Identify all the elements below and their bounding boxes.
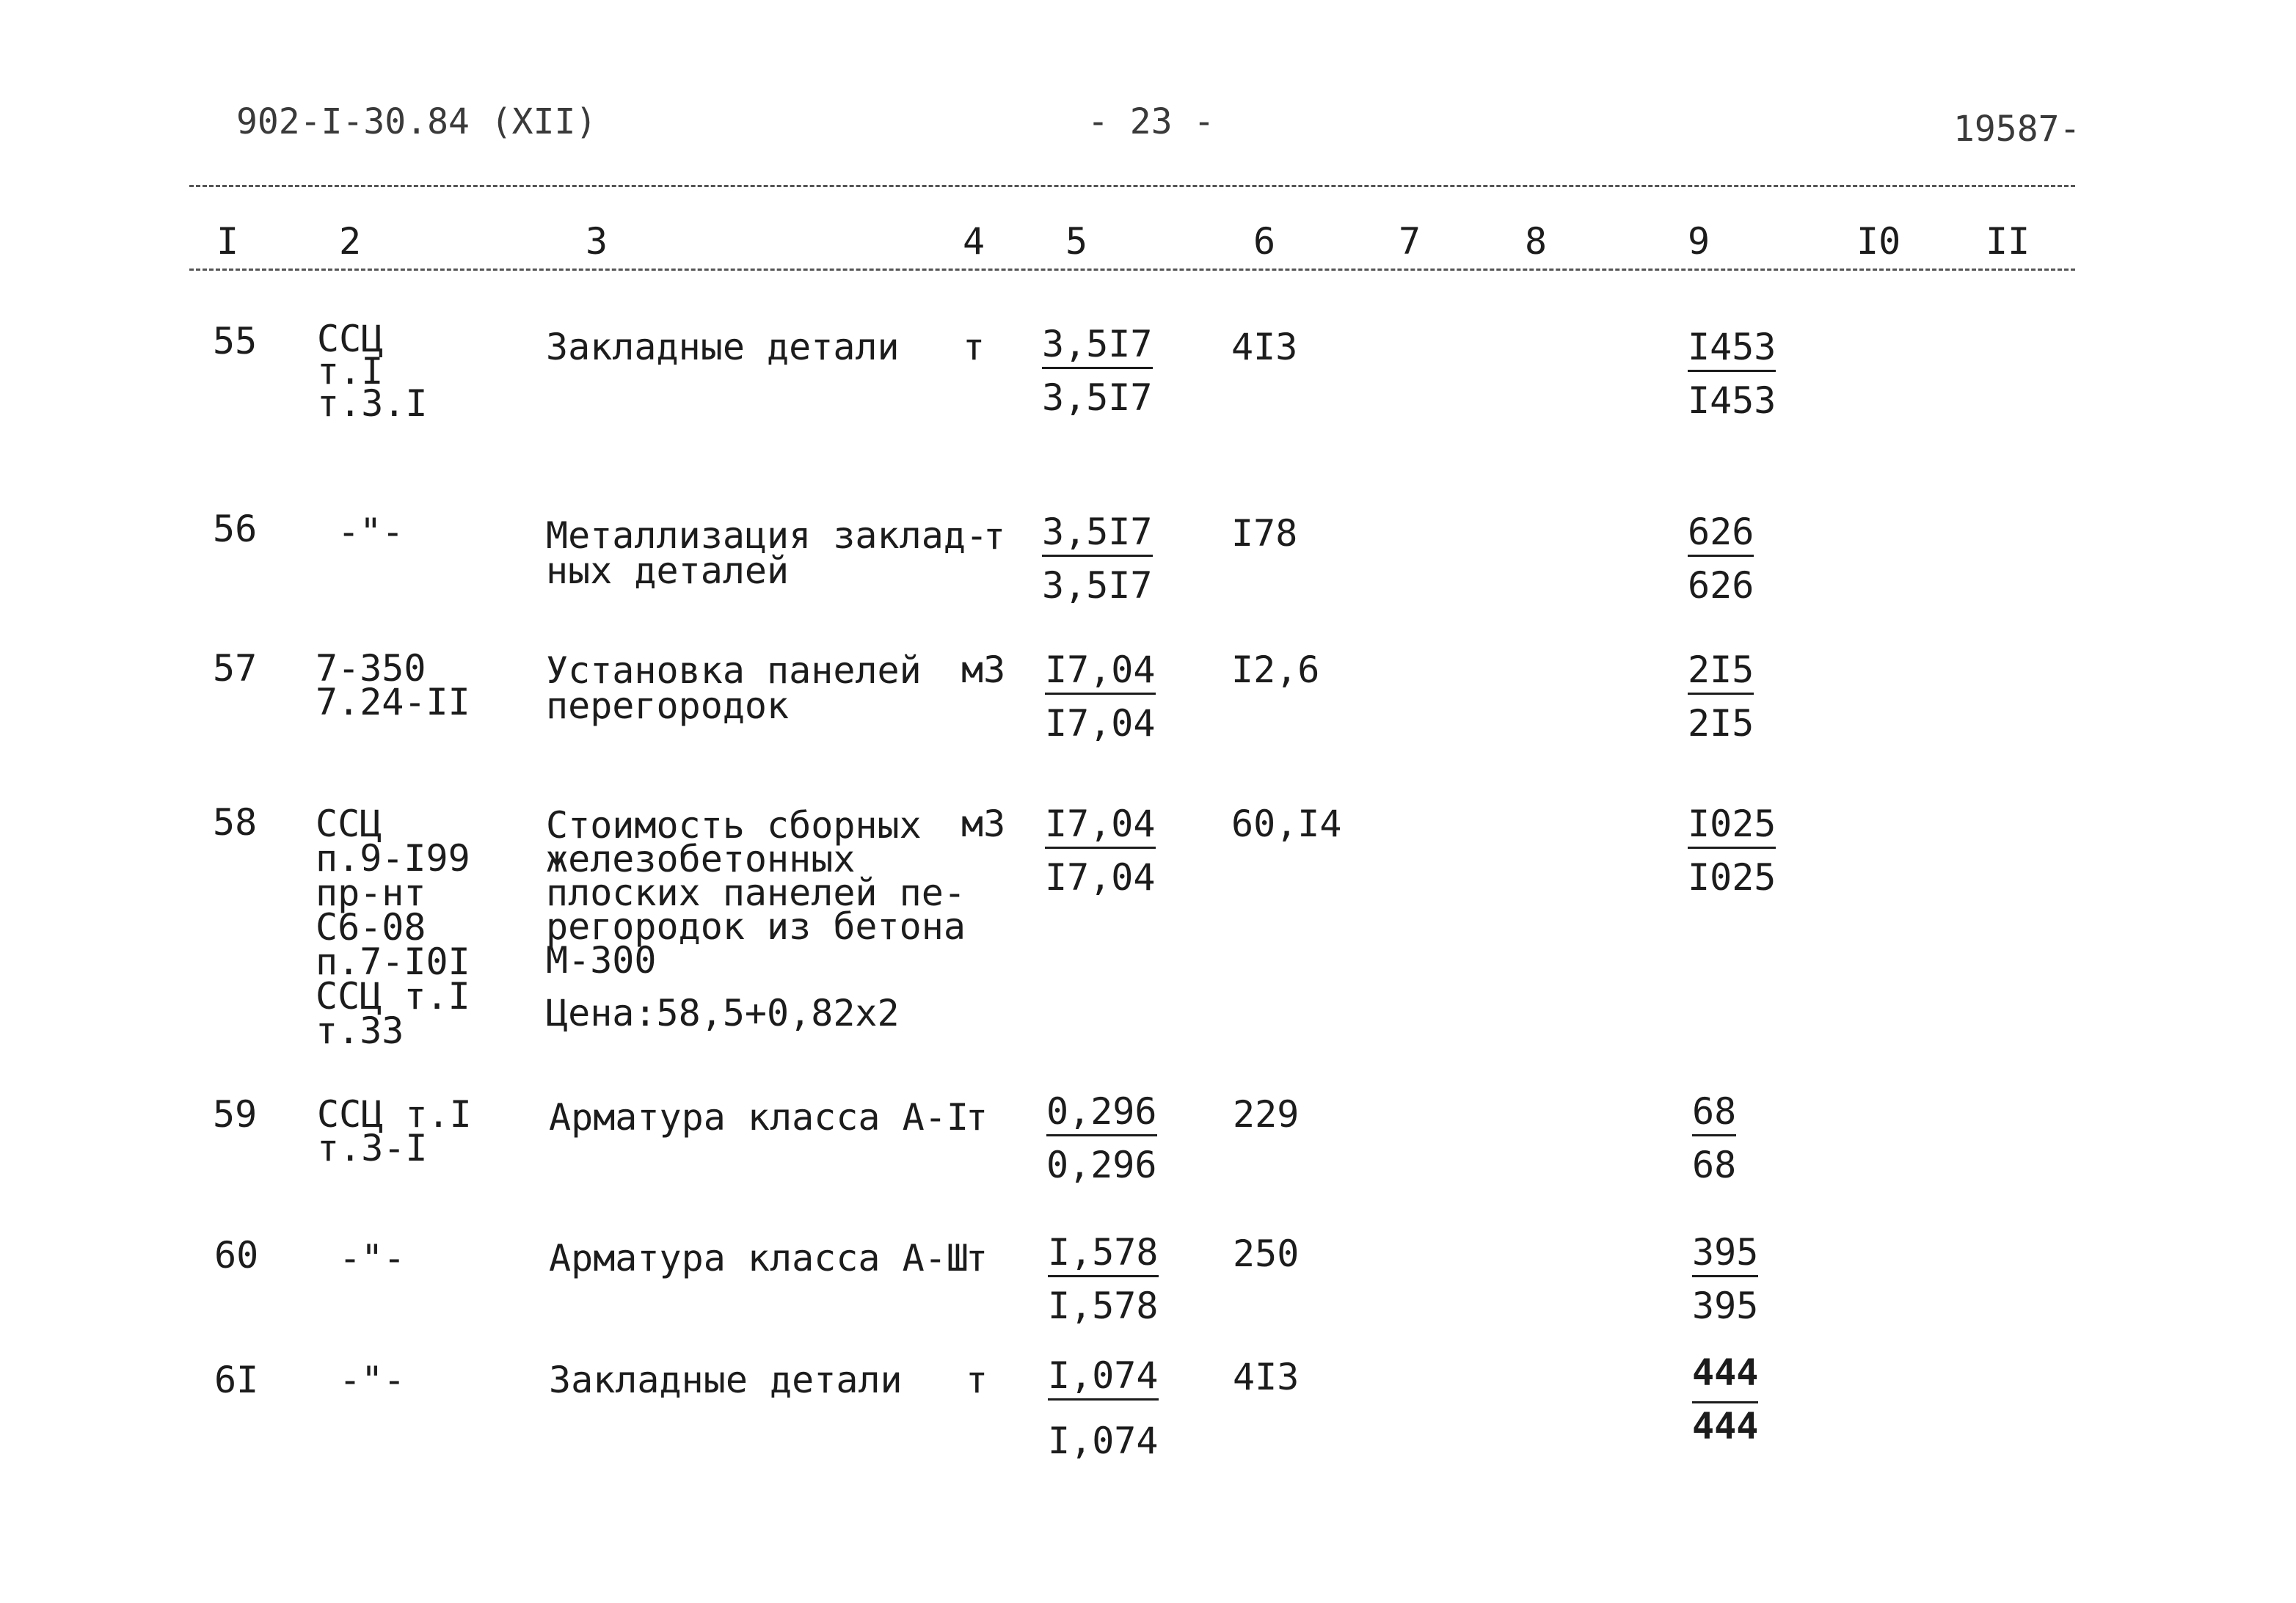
row-number: 56 — [213, 508, 258, 550]
unit-price: I78 — [1231, 512, 1298, 555]
column-number: 2 — [339, 220, 362, 263]
unit-price: 229 — [1233, 1093, 1300, 1136]
column-number: I0 — [1856, 220, 1901, 263]
reference: 7-350 7.24-II — [316, 647, 470, 723]
unit-price: 60,I4 — [1231, 803, 1342, 845]
quantity: $\frac{I,074}{I,074}$ — [1048, 1354, 1159, 1462]
unit-price: 4I3 — [1231, 326, 1298, 368]
item-name: Арматура класса А-I — [549, 1096, 969, 1139]
unit-price: I2,6 — [1231, 649, 1320, 691]
row-number: 57 — [213, 647, 258, 690]
item-name: Арматура класса А-Ш — [549, 1237, 969, 1279]
column-number: 5 — [1065, 220, 1088, 263]
row-number: 60 — [214, 1234, 259, 1277]
quantity: $\frac{I,578}{I,578}$ — [1048, 1231, 1159, 1327]
total-cost: $\frac{444}{444}$ — [1692, 1351, 1759, 1447]
total-cost: $\frac{2I5}{2I5}$ — [1688, 649, 1754, 745]
unit: т — [966, 1237, 988, 1279]
reference: ССЦ т.I т.3.I — [317, 318, 428, 425]
row-number: 55 — [213, 320, 258, 362]
row-number: 6I — [214, 1359, 259, 1401]
unit: м3 — [961, 649, 1006, 691]
reference: -"- — [339, 1359, 406, 1401]
quantity: $\frac{I7,04}{I7,04}$ — [1045, 649, 1156, 745]
quantity: $\frac{3,5I7}{3,5I7}$ — [1042, 323, 1153, 419]
unit: т — [966, 1359, 988, 1401]
top-rule — [189, 185, 2075, 187]
unit: т — [963, 326, 985, 368]
unit-price: 250 — [1233, 1233, 1300, 1275]
quantity: $\frac{0,296}{0,296}$ — [1046, 1090, 1157, 1186]
total-cost: $\frac{I453}{I453}$ — [1688, 326, 1776, 422]
column-number: 8 — [1525, 220, 1548, 263]
reference: ССЦ п.9-I99 пр-нт С6-08 п.7-I0I ССЦ т.I т.33 — [316, 803, 470, 1052]
header-bottom-rule — [189, 269, 2075, 271]
price-note: Цена:58,5+0,82х2 — [546, 992, 900, 1034]
item-name: Установка панелей перегородок — [546, 649, 922, 727]
unit: м3 — [961, 803, 1006, 845]
quantity: $\frac{I7,04}{I7,04}$ — [1045, 803, 1156, 899]
column-number: 7 — [1399, 220, 1421, 263]
page-number: - 23 - — [1087, 101, 1215, 142]
reference: -"- — [338, 511, 404, 553]
row-number: 58 — [213, 801, 258, 844]
archive-number: 19587- — [1953, 109, 2081, 150]
item-name: Стоимость сборных железобетонных плоских панелей пе- регородок из бетона М-300 — [546, 804, 966, 982]
unit: т — [966, 1096, 988, 1139]
total-cost: $\frac{395}{395}$ — [1692, 1231, 1759, 1327]
reference: ССЦ т.I т.3-I — [317, 1093, 472, 1169]
item-name: Закладные детали — [546, 326, 900, 368]
unit-price: 4I3 — [1233, 1356, 1300, 1398]
reference: -"- — [339, 1237, 406, 1279]
quantity: $\frac{3,5I7}{3,5I7}$ — [1042, 511, 1153, 607]
column-number: 4 — [963, 220, 985, 263]
item-name: Закладные детали — [549, 1359, 903, 1401]
row-number: 59 — [213, 1093, 258, 1136]
document-code: 902-I-30.84 (XII) — [236, 101, 597, 142]
total-cost: $\frac{68}{68}$ — [1692, 1090, 1737, 1186]
column-number: 9 — [1688, 220, 1710, 263]
column-number: 6 — [1253, 220, 1276, 263]
column-number: I — [216, 220, 239, 263]
column-number: II — [1986, 220, 2030, 263]
item-name: Металлизация заклад- ных деталей — [546, 514, 988, 592]
total-cost: $\frac{626}{626}$ — [1688, 511, 1754, 607]
unit: т — [983, 515, 1006, 558]
column-number: 3 — [586, 220, 608, 263]
total-cost: $\frac{I025}{I025}$ — [1688, 803, 1776, 899]
